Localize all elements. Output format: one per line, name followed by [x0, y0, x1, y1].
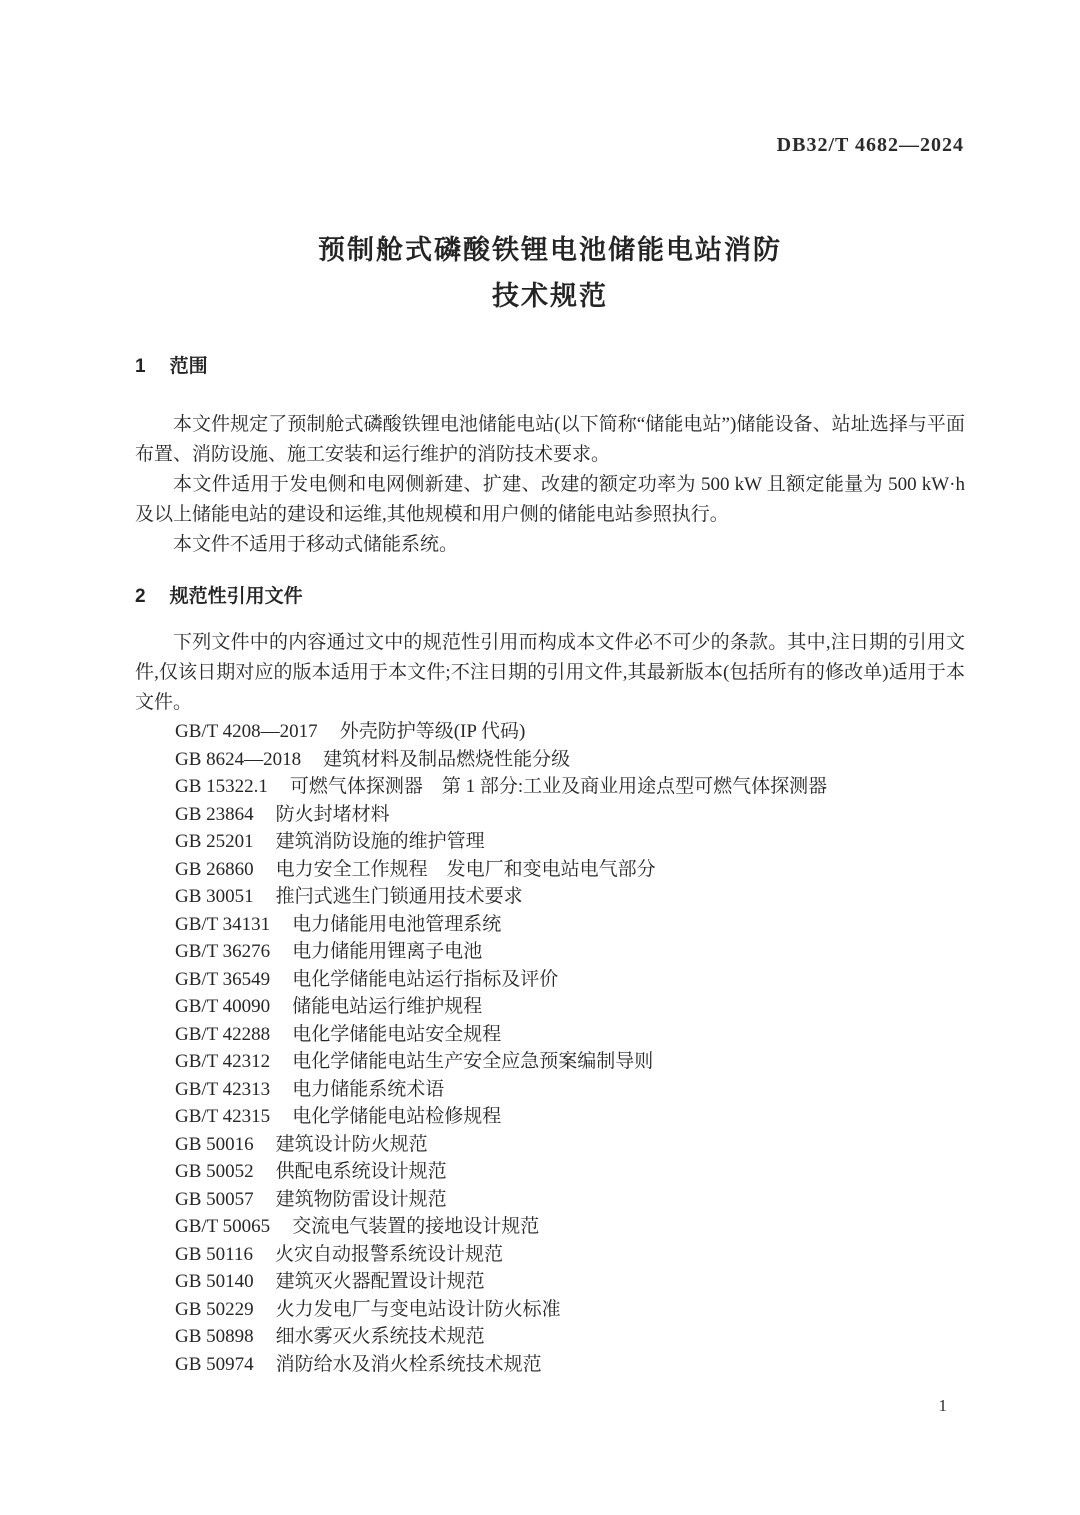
reference-item — [175, 1131, 965, 1159]
reference-title: 电力储能用锂离子电池 — [292, 941, 483, 962]
page-number: 1 — [938, 1396, 947, 1415]
section-1-title: 范围 — [169, 356, 208, 377]
reference-title: 外壳防护等级(IP 代码) — [339, 721, 526, 742]
reference-code: GB 50016 — [175, 1133, 254, 1155]
reference-item — [175, 1296, 965, 1324]
section-2-paragraphs — [135, 628, 965, 718]
section-1-heading — [135, 352, 965, 382]
paragraph: 本文件适用于发电侧和电网侧新建、扩建、改建的额定功率为 500 kW 且额定能量为 500 kW·h 及以上储能电站的建设和运维,其他规模和用户侧的储能电站参照执行。 — [135, 474, 965, 525]
reference-title: 电化学储能电站安全规程 — [292, 1023, 502, 1045]
reference-title: 电化学储能电站检修规程 — [292, 1106, 502, 1127]
paragraph: 本文件不适用于移动式储能系统。 — [173, 534, 459, 555]
reference-item — [175, 746, 965, 774]
reference-code: GB/T 36549 — [175, 968, 271, 990]
reference-item — [175, 1021, 965, 1049]
reference-title: 电化学储能电站生产安全应急预案编制导则 — [292, 1051, 654, 1072]
reference-code: GB/T 40090 — [175, 996, 271, 1017]
reference-title: 电力安全工作规程 发电厂和变电站电气部分 — [275, 858, 656, 880]
reference-title: 建筑材料及制品燃烧性能分级 — [323, 748, 571, 770]
section-1-paragraphs — [135, 410, 965, 560]
reference-item — [175, 1103, 965, 1131]
title-line-2: 技术规范 — [492, 281, 608, 311]
reference-code: GB 50229 — [175, 1298, 254, 1320]
reference-item — [175, 828, 965, 856]
reference-code: GB/T 4208—2017 — [175, 721, 318, 742]
reference-code: GB/T 34131 — [175, 913, 271, 935]
reference-title: 储能电站运行维护规程 — [292, 996, 483, 1017]
reference-code: GB 23864 — [175, 803, 254, 825]
reference-item — [175, 856, 965, 884]
reference-title: 推闩式逃生门锁通用技术要求 — [275, 886, 523, 907]
reference-item — [175, 993, 965, 1021]
document-content — [135, 0, 965, 1378]
reference-code: GB 8624—2018 — [175, 748, 302, 770]
reference-code: GB 30051 — [175, 886, 254, 907]
reference-code: GB/T 42312 — [175, 1051, 271, 1072]
reference-item — [175, 801, 965, 829]
reference-item — [175, 1323, 965, 1351]
paragraph: 本文件规定了预制舱式磷酸铁锂电池储能电站(以下简称“储能电站”)储能设备、站址选择与平面布置、消防设施、施工安装和运行维护的消防技术要求。 — [135, 414, 965, 465]
reference-code: GB 50140 — [175, 1271, 254, 1292]
reference-item — [175, 883, 965, 911]
reference-item — [175, 1268, 965, 1296]
section-2-heading — [135, 582, 965, 612]
reference-title: 防火封堵材料 — [275, 803, 390, 825]
reference-item — [175, 966, 965, 994]
reference-code: GB/T 42288 — [175, 1023, 271, 1045]
reference-title: 建筑消防设施的维护管理 — [275, 831, 485, 852]
doc-number: DB32/T 4682—2024 — [776, 134, 964, 156]
reference-title: 消防给水及消火栓系统技术规范 — [275, 1353, 542, 1375]
section-2-number: 2 — [135, 586, 146, 607]
reference-item — [175, 773, 965, 801]
reference-title: 电力储能系统术语 — [292, 1078, 445, 1100]
reference-code: GB 26860 — [175, 858, 254, 880]
reference-code: GB/T 42313 — [175, 1078, 271, 1100]
reference-code: GB 50057 — [175, 1188, 254, 1210]
reference-code: GB 50898 — [175, 1326, 254, 1347]
title-line-1: 预制舱式磷酸铁锂电池储能电站消防 — [318, 235, 782, 265]
paragraph: 下列文件中的内容通过文中的规范性引用而构成本文件必不可少的条款。其中,注日期的引用文件,仅该日期对应的版本适用于本文件;不注日期的引用文件,其最新版本(包括所有的修改单)适用于本文件。 — [135, 632, 965, 713]
reference-item — [175, 911, 965, 939]
reference-code: GB 15322.1 — [175, 776, 268, 797]
reference-title: 火灾自动报警系统设计规范 — [274, 1243, 503, 1265]
reference-title: 建筑设计防火规范 — [275, 1133, 428, 1155]
reference-code: GB/T 42315 — [175, 1106, 271, 1127]
reference-list — [135, 718, 965, 1378]
reference-title: 交流电气装置的接地设计规范 — [292, 1216, 540, 1237]
reference-item — [175, 1186, 965, 1214]
reference-code: GB/T 50065 — [175, 1216, 271, 1237]
reference-title: 电力储能用电池管理系统 — [292, 913, 502, 935]
reference-item — [175, 1048, 965, 1076]
reference-item — [175, 1213, 965, 1241]
reference-item — [175, 1351, 965, 1379]
reference-title: 电化学储能电站运行指标及评价 — [292, 968, 559, 990]
reference-title: 供配电系统设计规范 — [275, 1161, 447, 1182]
reference-title: 可燃气体探测器 第 1 部分:工业及商业用途点型可燃气体探测器 — [289, 776, 828, 797]
reference-item — [175, 718, 965, 746]
reference-code: GB 25201 — [175, 831, 254, 852]
section-1-number: 1 — [135, 356, 146, 377]
reference-code: GB 50974 — [175, 1353, 254, 1375]
document-title — [135, 227, 965, 319]
reference-title: 细水雾灭火系统技术规范 — [275, 1326, 485, 1347]
reference-title: 火力发电厂与变电站设计防火标准 — [275, 1298, 561, 1320]
reference-item — [175, 1158, 965, 1186]
reference-code: GB/T 36276 — [175, 941, 271, 962]
reference-item — [175, 1241, 965, 1269]
reference-item — [175, 938, 965, 966]
section-2-title: 规范性引用文件 — [169, 586, 303, 607]
reference-code: GB 50116 — [175, 1243, 253, 1265]
reference-code: GB 50052 — [175, 1161, 254, 1182]
reference-title: 建筑灭火器配置设计规范 — [275, 1271, 485, 1292]
reference-item — [175, 1076, 965, 1104]
reference-title: 建筑物防雷设计规范 — [275, 1188, 447, 1210]
